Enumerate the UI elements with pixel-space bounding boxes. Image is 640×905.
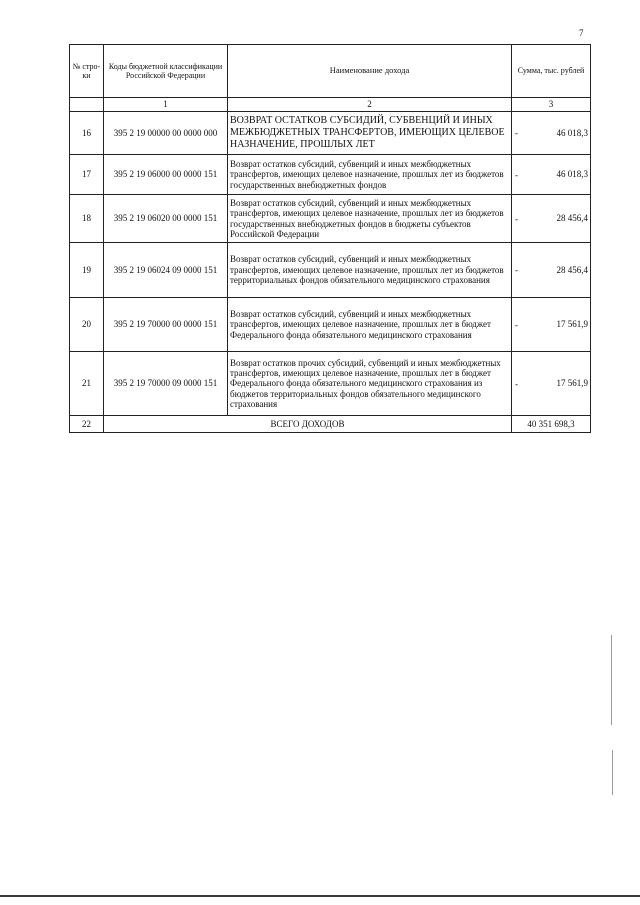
row-name: Возврат остатков субсидий, субвенций и иных межбюджетных трансфертов, имеющих целевое назначение, прошлых лет в бюджет Федерального фонда обязательного медицинского страхования bbox=[228, 298, 512, 352]
row-number: 16 bbox=[70, 112, 104, 155]
table-row bbox=[70, 155, 591, 195]
header-row-number: № стро-ки bbox=[70, 45, 104, 98]
row-number: 17 bbox=[70, 155, 104, 195]
row-amount-cell bbox=[512, 243, 591, 298]
row-name: Возврат остатков прочих субсидий, субвенций и иных межбюджетных трансфертов, имеющих целевое назначение, прошлых лет в бюджет Федерального фонда обязательного медицинского страхования из бюджетов территориальных фондов обязательного медицинского страхования bbox=[228, 352, 512, 416]
row-code: 395 2 19 06024 09 0000 151 bbox=[104, 243, 228, 298]
row-amount-cell bbox=[512, 155, 591, 195]
row-amount-cell bbox=[512, 195, 591, 243]
total-row-number: 22 bbox=[70, 416, 104, 433]
row-name: Возврат остатков субсидий, субвенций и иных межбюджетных трансфертов, имеющих целевое назначение, прошлых лет из бюджетов государственных внебюджетных фондов bbox=[228, 155, 512, 195]
page-number: 7 bbox=[579, 28, 584, 38]
header-code: Коды бюджетной классификации Российской Федерации bbox=[104, 45, 228, 98]
row-sign: - bbox=[515, 127, 518, 138]
row-code: 395 2 19 70000 00 0000 151 bbox=[104, 298, 228, 352]
row-name: Возврат остатков субсидий, субвенций и иных межбюджетных трансфертов, имеющих целевое назначение, прошлых лет из бюджетов государственных внебюджетных фондов в бюджеты субъектов Российской Федерации bbox=[228, 195, 512, 243]
total-amount: 40 351 698,3 bbox=[512, 416, 591, 433]
row-sign: - bbox=[515, 264, 518, 275]
column-number-blank bbox=[70, 98, 104, 112]
column-number-row bbox=[70, 98, 591, 112]
row-amount-cell bbox=[512, 112, 591, 155]
row-amount: 17 561,9 bbox=[556, 378, 588, 389]
row-code: 395 2 19 06020 00 0000 151 bbox=[104, 195, 228, 243]
total-label: ВСЕГО ДОХОДОВ bbox=[104, 416, 512, 433]
row-number: 18 bbox=[70, 195, 104, 243]
row-amount-cell bbox=[512, 298, 591, 352]
scan-margin-mark bbox=[612, 750, 613, 795]
row-amount: 46 018,3 bbox=[556, 127, 588, 138]
row-number: 20 bbox=[70, 298, 104, 352]
scan-bottom-edge bbox=[0, 895, 640, 897]
row-name: Возврат остатков субсидий, субвенций и иных межбюджетных трансфертов, имеющих целевое назначение, прошлых лет из бюджетов территориальных фондов обязательного медицинского страхования bbox=[228, 243, 512, 298]
total-row bbox=[70, 416, 591, 433]
column-number-3: 3 bbox=[512, 98, 591, 112]
row-amount: 46 018,3 bbox=[556, 169, 588, 180]
column-number-2: 2 bbox=[228, 98, 512, 112]
row-sign: - bbox=[515, 319, 518, 330]
row-code: 395 2 19 70000 09 0000 151 bbox=[104, 352, 228, 416]
table-header-row bbox=[70, 45, 591, 98]
table-row bbox=[70, 352, 591, 416]
row-code: 395 2 19 06000 00 0000 151 bbox=[104, 155, 228, 195]
row-number: 21 bbox=[70, 352, 104, 416]
table-row bbox=[70, 298, 591, 352]
table-row bbox=[70, 243, 591, 298]
row-number: 19 bbox=[70, 243, 104, 298]
row-amount: 28 456,4 bbox=[556, 213, 588, 224]
header-amount: Сумма, тыс. рублей bbox=[512, 45, 591, 98]
revenue-table bbox=[69, 44, 591, 433]
header-name: Наименование дохода bbox=[228, 45, 512, 98]
column-number-1: 1 bbox=[104, 98, 228, 112]
row-code: 395 2 19 00000 00 0000 000 bbox=[104, 112, 228, 155]
row-amount: 17 561,9 bbox=[556, 319, 588, 330]
table-row bbox=[70, 112, 591, 155]
scan-margin-mark bbox=[611, 635, 612, 725]
row-amount: 28 456,4 bbox=[556, 264, 588, 275]
row-sign: - bbox=[515, 169, 518, 180]
row-sign: - bbox=[515, 378, 518, 389]
row-amount-cell bbox=[512, 352, 591, 416]
row-sign: - bbox=[515, 213, 518, 224]
table-row bbox=[70, 195, 591, 243]
row-name: ВОЗВРАТ ОСТАТКОВ СУБСИДИЙ, СУБВЕНЦИЙ И ИНЫХ МЕЖБЮДЖЕТНЫХ ТРАНСФЕРТОВ, ИМЕЮЩИХ ЦЕЛЕВОЕ НАЗНАЧЕНИЕ, ПРОШЛЫХ ЛЕТ bbox=[228, 112, 512, 155]
